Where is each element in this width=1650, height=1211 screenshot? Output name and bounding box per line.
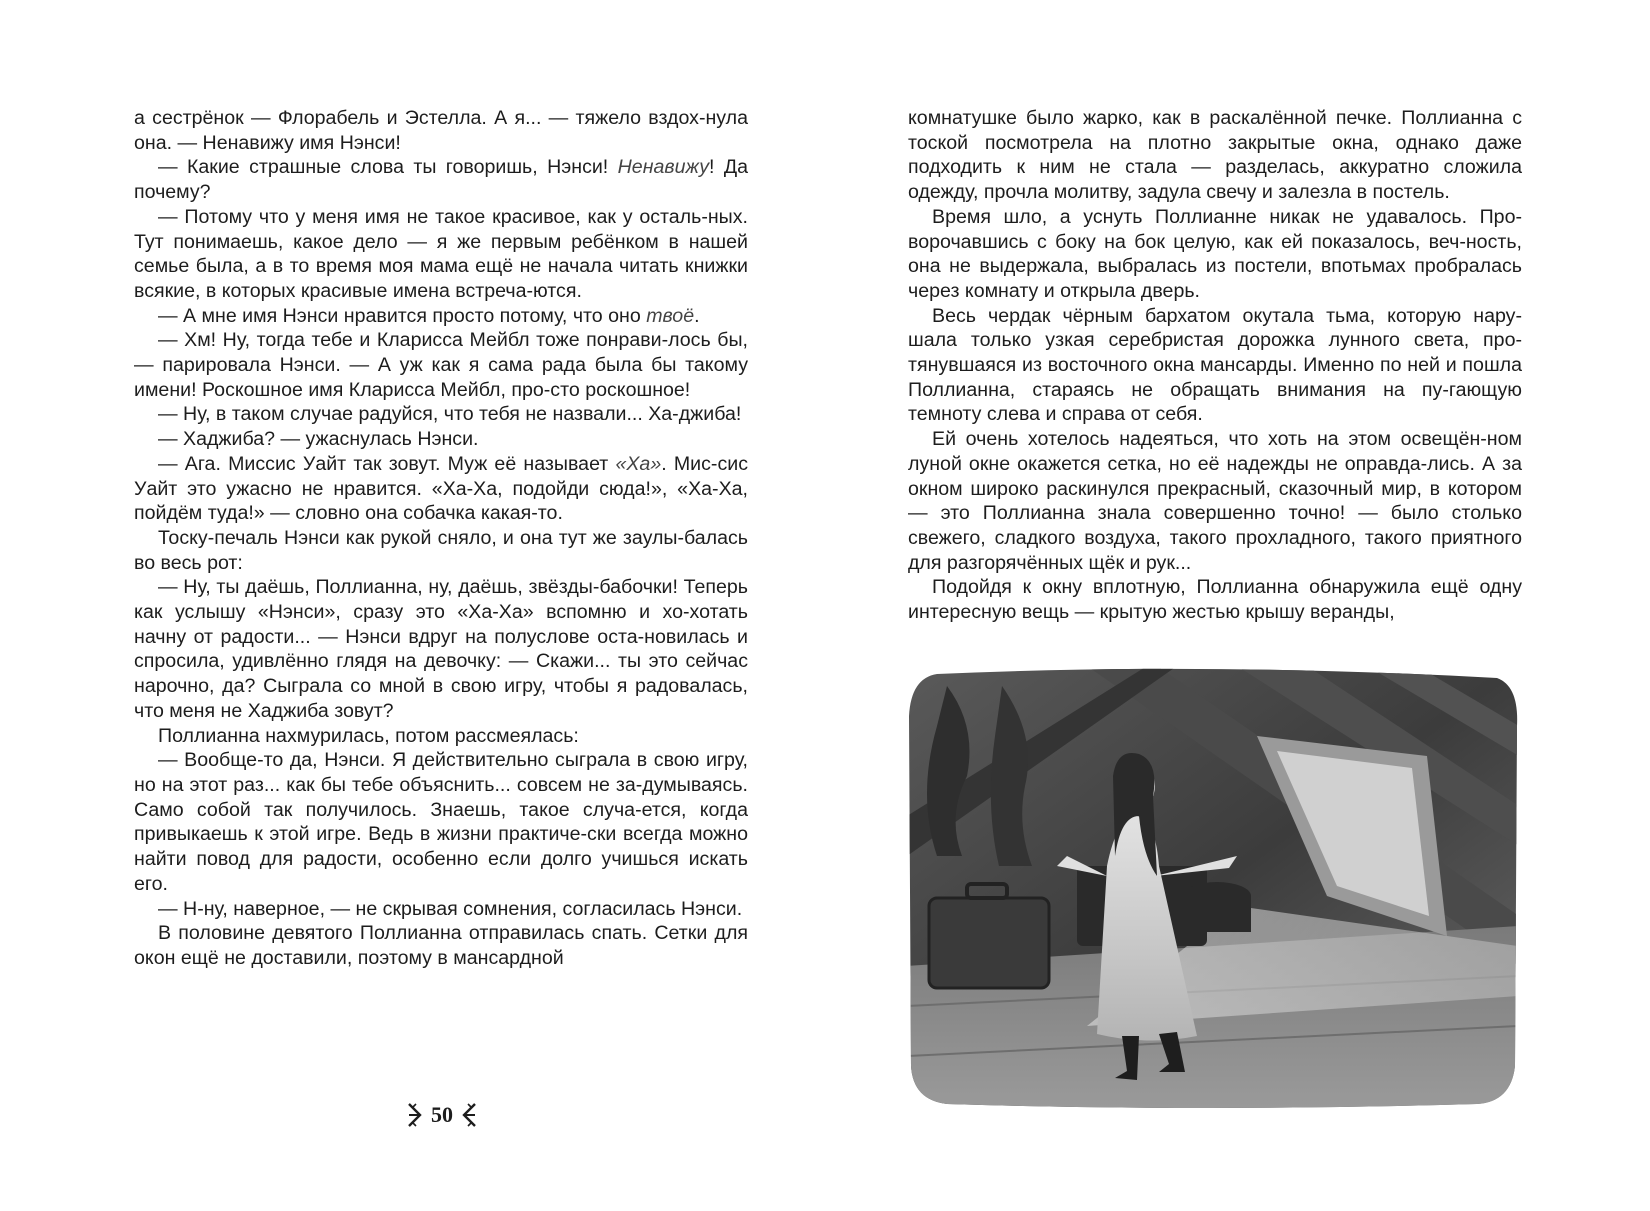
text-run: Ей очень хотелось надеяться, что хоть на этом освещён-ном луной окне окажется сетка, но её надежды не оправда-лись. А за окном широко раскинулся прекрасный, сказочный мир, в котором — это Поллианна знала совершенно точно! — было столько свежего, сладкого воздуха, такого прохладного, такого приятного для разгорячённых щёк и рук... — [908, 428, 1522, 574]
emphasis-text: твоё — [646, 304, 695, 327]
emphasis-text: «Ха» — [615, 452, 662, 475]
left-page-text — [134, 106, 748, 971]
text-run: . — [694, 304, 700, 327]
paragraph — [134, 304, 748, 329]
attic-illustration — [907, 666, 1519, 1108]
text-run: В половине девятого Поллианна отправилась спать. Сетки для окон ещё не доставили, поэтому в мансардной — [134, 922, 748, 969]
right-page — [825, 0, 1650, 1211]
folio-ornament-left-icon — [407, 1102, 423, 1128]
folio-ornament-right-icon — [461, 1102, 477, 1128]
paragraph — [134, 427, 748, 452]
text-run: . Мис-сис Уайт это ужасно не нравится. «Ха-Ха, подойди сюда!», «Ха-Ха, пойдём туда!» — словно она собачка какая-то. — [134, 452, 748, 525]
text-run: а сестрёнок — Флорабель и Эстелла. А я... — тяжело вздох-нула она. — Ненавижу имя Нэнси! — [134, 107, 748, 154]
paragraph — [134, 575, 748, 723]
paragraph — [134, 452, 748, 526]
paragraph — [134, 328, 748, 402]
paragraph — [908, 205, 1522, 304]
text-run: — Хм! Ну, тогда тебе и Кларисса Мейбл тоже понрави-лось бы, — парировала Нэнси. — А уж как я сама рада была бы такому имени! Роскошное имя Кларисса Мейбл, про-сто роскошное! — [134, 329, 748, 401]
text-run: Подойдя к окну вплотную, Поллианна обнаружила ещё одну интересную вещь — крытую жестью крышу веранды, — [908, 576, 1522, 624]
text-run: — Хаджиба? — ужаснулась Нэнси. — [158, 428, 479, 451]
text-run: Поллианна нахмурилась, потом рассмеялась: — [158, 724, 579, 747]
paragraph — [134, 921, 748, 970]
text-run: Тоску-печаль Нэнси как рукой сняло, и она тут же заулы-балась во весь рот: — [134, 526, 748, 574]
paragraph — [134, 526, 748, 575]
text-run: — Ну, ты даёшь, Поллианна, ну, даёшь, звёзды-бабочки! Теперь как услышу «Нэнси», сразу это «Ха-Ха» вспомню и хо-хотать начну от радости... — Нэнси вдруг на полуслове оста-новилась и спросила, удивлённо глядя на девочку: — Скажи... ты это сейчас нарочно, да? Сыграла со мной в свою игру, чтобы я радовалась, что меня не Хаджиба зовут? — [134, 576, 748, 722]
page-number: 50 — [431, 1102, 453, 1127]
text-run: — Вообще-то да, Нэнси. Я действительно сыграла в свою игру, но на этот раз... как бы тебе объяснить... совсем не за-думываясь. Само собой так получилось. Знаешь, такое случа-ется, когда привыкаешь к этой игре. Ведь в жизни практиче-ски всегда можно найти повод для радости, особенно если долго учишься искать его. — [134, 749, 748, 895]
paragraph — [134, 897, 748, 922]
paragraph — [134, 748, 748, 896]
text-run: ! Да почему? — [134, 156, 748, 204]
paragraph — [134, 402, 748, 427]
paragraph — [134, 106, 748, 155]
text-run: — Н-ну, наверное, — не скрывая сомнения, согласилась Нэнси. — [158, 897, 743, 920]
text-run: Весь чердак чёрным бархатом окутала тьма, которую нару-шала только узкая серебристая дорожка лунного света, про-тянувшаяся из восточного окна мансарды. Именно по ней и пошла Поллианна, стараясь не обращать внимания на пу-гающую темноту слева и справа от себя. — [908, 304, 1522, 426]
paragraph — [908, 575, 1522, 624]
emphasis-text: Ненавижу — [617, 156, 709, 179]
paragraph — [908, 427, 1522, 575]
text-run: — Ну, в таком случае радуйся, что тебя не назвали... Ха-джиба! — [158, 403, 742, 426]
text-run: — Какие страшные слова ты говоришь, Нэнси! — [158, 156, 618, 179]
paragraph — [908, 106, 1522, 205]
page-folio — [392, 1098, 492, 1132]
right-page-text — [908, 106, 1522, 625]
paragraph — [134, 205, 748, 304]
paragraph — [908, 304, 1522, 428]
text-run: — Потому что у меня имя не такое красивое, как у осталь-ных. Тут понимаешь, какое дело — я же первым ребёнком в нашей семье была, а в то время моя мама ещё не начала читать книжки всякие, в которых красивые имена встреча-ются. — [134, 205, 748, 302]
text-run: комнатушке было жарко, как в раскалённой печке. Поллианна с тоской посмотрела на плотно закрытые окна, однако даже подходить к ним не стала — разделась, аккуратно сложила одежду, прочла молитву, задула свечу и залезла в постель. — [908, 107, 1522, 204]
paragraph — [134, 155, 748, 204]
text-run: — Ага. Миссис Уайт так зовут. Муж её называет — [158, 452, 616, 475]
text-run: Время шло, а уснуть Поллианне никак не удавалось. Про-ворочавшись с боку на бок целую, как ей показалось, веч-ность, она не выдержала, выбралась из постели, впотьмах пробралась через комнату и открыла дверь. — [908, 205, 1522, 302]
paragraph — [134, 724, 748, 749]
text-run: — А мне имя Нэнси нравится просто потому, что оно — [158, 304, 647, 327]
